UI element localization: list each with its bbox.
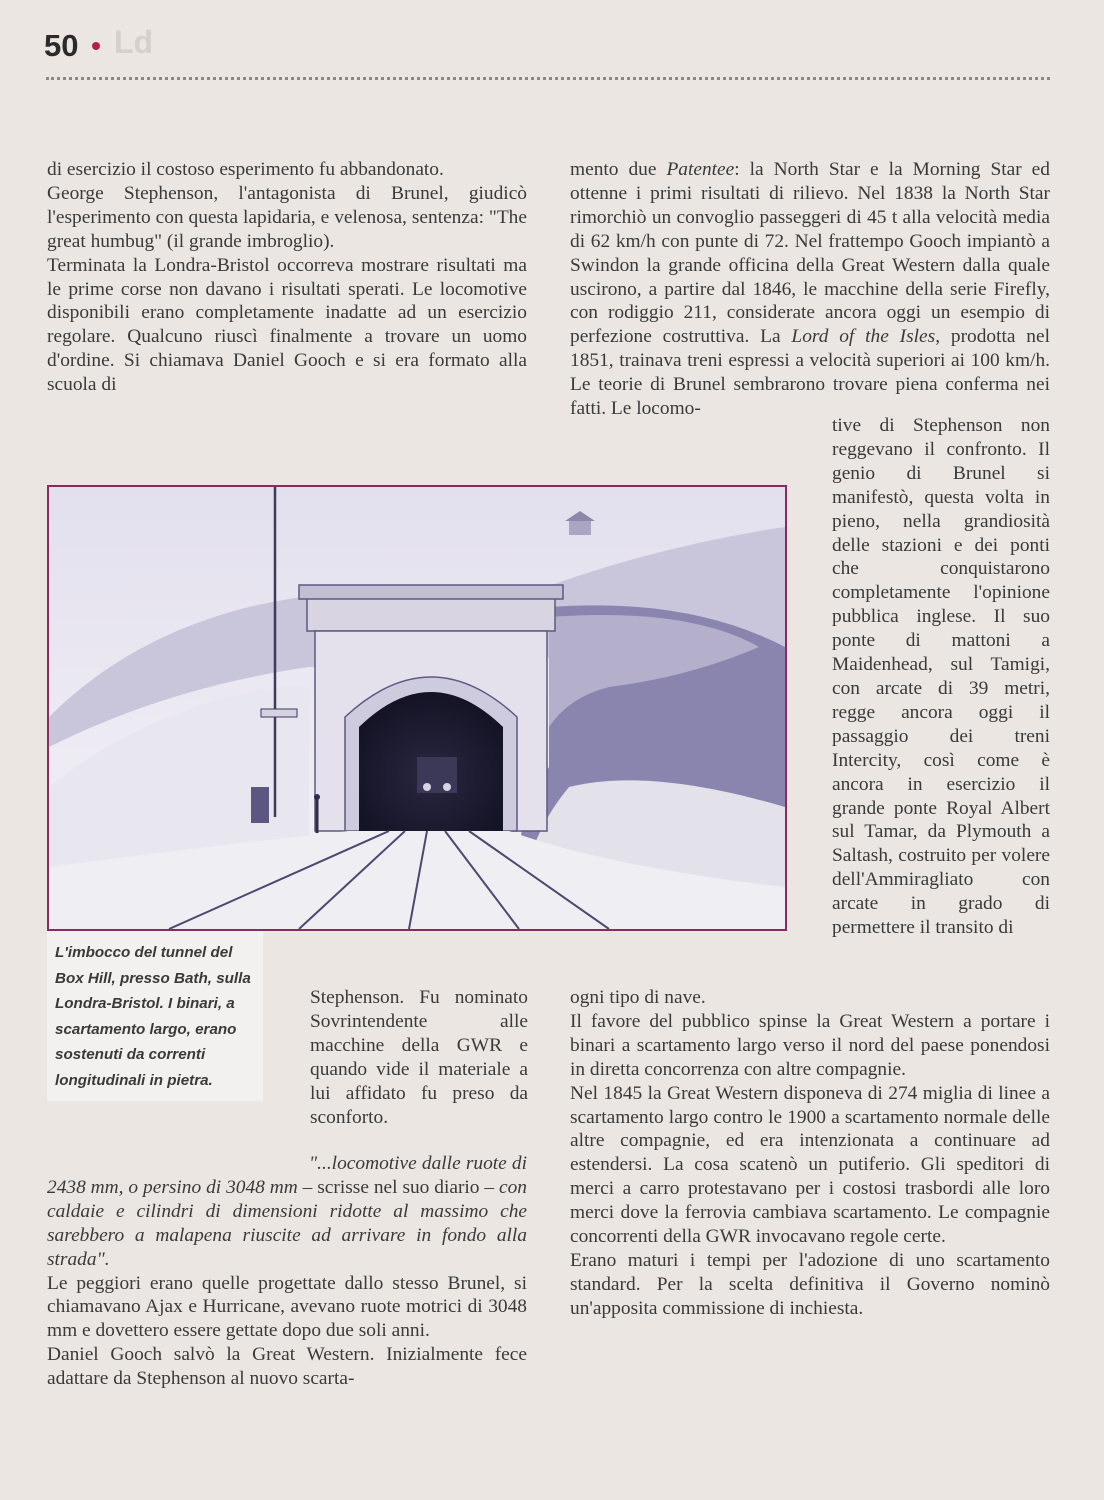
header-dotted-rule [46, 77, 1050, 80]
header-bullet [92, 42, 100, 50]
paragraph: George Stephenson, l'antagonista di Brunel, giudicò l'esperimento con questa lapidaria, e velenosa, sentenza: "The great humbug" (il grande imbroglio). [47, 182, 527, 252]
tunnel-illustration [49, 487, 785, 929]
quote-text: "...locomotive dalle ruote di 2438 mm, o persino di 3048 mm [47, 1153, 527, 1198]
paragraph: di esercizio il costoso esperimento fu abbandonato. [47, 159, 444, 180]
quote-text: con caldaie e cilindri di dimensioni ridotte al massimo che sarebbero a malapena riuscite ad arrivare in fondo alla strada". [47, 1176, 527, 1270]
quote-paragraph: "...locomotive dalle ruote di 2438 mm, o persino di 3048 mm – scrisse nel suo diario – con caldaie e cilindri di dimensioni ridotte al massimo che sarebbero a malapena riuscite ad arrivare in fondo alla strada". [47, 1153, 527, 1270]
paragraph: Le peggiori erano quelle progettate dallo stesso Brunel, si chiamavano Ajax e Hurricane, avevano ruote motrici di 3048 mm e dovettero essere gettate dopo due soli anni. [47, 1272, 527, 1342]
paragraph: tive di Stephenson non reggevano il confronto. Il genio di Brunel si manifestò, questa volta in pieno, nella grandiosità delle stazioni e dei ponti che conquistarono completamente l'opinione pubblica inglese. Il suo ponte di mattoni a Maidenhead, sul Tamigi, con arcate di 39 metri, regge ancora oggi il passaggio dei treni Intercity, così come è ancora in esercizio il grande ponte Royal Albert sul Tamar, da Plymouth a Saltash, costruito per volere dell'Ammiragliato con arcate in grado di permettere il transito di [832, 415, 1050, 939]
column-left-mid [310, 986, 528, 1129]
paragraph: Erano maturi i tempi per l'adozione di uno scartamento standard. Per la scelta definitiva il Governo nominò un'apposita commissione di inchiesta. [570, 1249, 1050, 1319]
locomotive-name: Patentee [666, 159, 735, 180]
paragraph: mento due Patentee: la North Star e la Morning Star ed ottenne i primi risultati di rilievo. Nel 1838 la North Star rimorchiò un convoglio passeggeri di 45 t alla velocità media di 62 km/h con punte di 72. Nel frattempo Gooch impiantò a Swindon la grande officina della Great Western dalla quale uscirono, a partire dal 1846, le macchine della serie Firefly, con rodiggio 211, considerate ancora oggi un esempio di perfezione costruttiva. La Lord of the Isles, prodotta nel 1851, trainava treni espressi a velocità superiori ai 100 km/h. Le teorie di Brunel sembrarono trovare piena conferma nei fatti. Le locomo- [570, 159, 1050, 420]
column-right-bottom [570, 986, 1050, 1321]
tunnel-engraving-figure [47, 485, 787, 931]
column-left-bottom [47, 1152, 527, 1391]
section-mark: Ld [114, 24, 154, 60]
paragraph: Terminata la Londra-Bristol occorreva mostrare risultati ma le prime corse non davano i risultati sperati. Le locomotive disponibili erano completamente inadatte ad un esercizio regolare. Qualcuno riuscì finalmente a trovare un uomo d'ordine. Si chiamava Daniel Gooch e si era formato alla scuola di [47, 254, 527, 396]
column-right-narrow [832, 414, 1050, 940]
locomotive-name: Lord of the Isles [791, 326, 936, 348]
paragraph: ogni tipo di nave. [570, 987, 706, 1008]
paragraph: Il favore del pubblico spinse la Great Western a portare i binari a scartamento largo verso il nord del paese ponendosi in diretta concorrenza con altre compagnie. [570, 1010, 1050, 1080]
paragraph: Daniel Gooch salvò la Great Western. Inizialmente fece adattare da Stephenson al nuovo scarta- [47, 1344, 527, 1390]
paragraph: Stephenson. Fu nominato Sovrintendente alle macchine della GWR e quando vide il materiale a lui affidato fu preso da sconforto. [310, 987, 528, 1128]
paragraph: Nel 1845 la Great Western disponeva di 274 miglia di linee a scartamento largo contro le 1900 a scartamento normale delle altre compagnie, ed era intenzionata a continuare ad estendersi. La cosa scatenò un putiferio. Gli speditori di merci a carro protestavano per i costosi trasbordi alle loro merci dove la ferrovia cambiava scartamento. Le compagnie concorrenti della GWR invocavano regole certe. [570, 1082, 1050, 1248]
column-right-top [570, 158, 1050, 421]
figure-caption: L'imbocco del tunnel del Box Hill, presso Bath, sulla Londra-Bristol. I binari, a scartamento largo, erano sostenuti da correnti longitudinali in pietra. [47, 931, 263, 1101]
page-number: 50 [44, 28, 79, 63]
column-left-top [47, 158, 527, 397]
